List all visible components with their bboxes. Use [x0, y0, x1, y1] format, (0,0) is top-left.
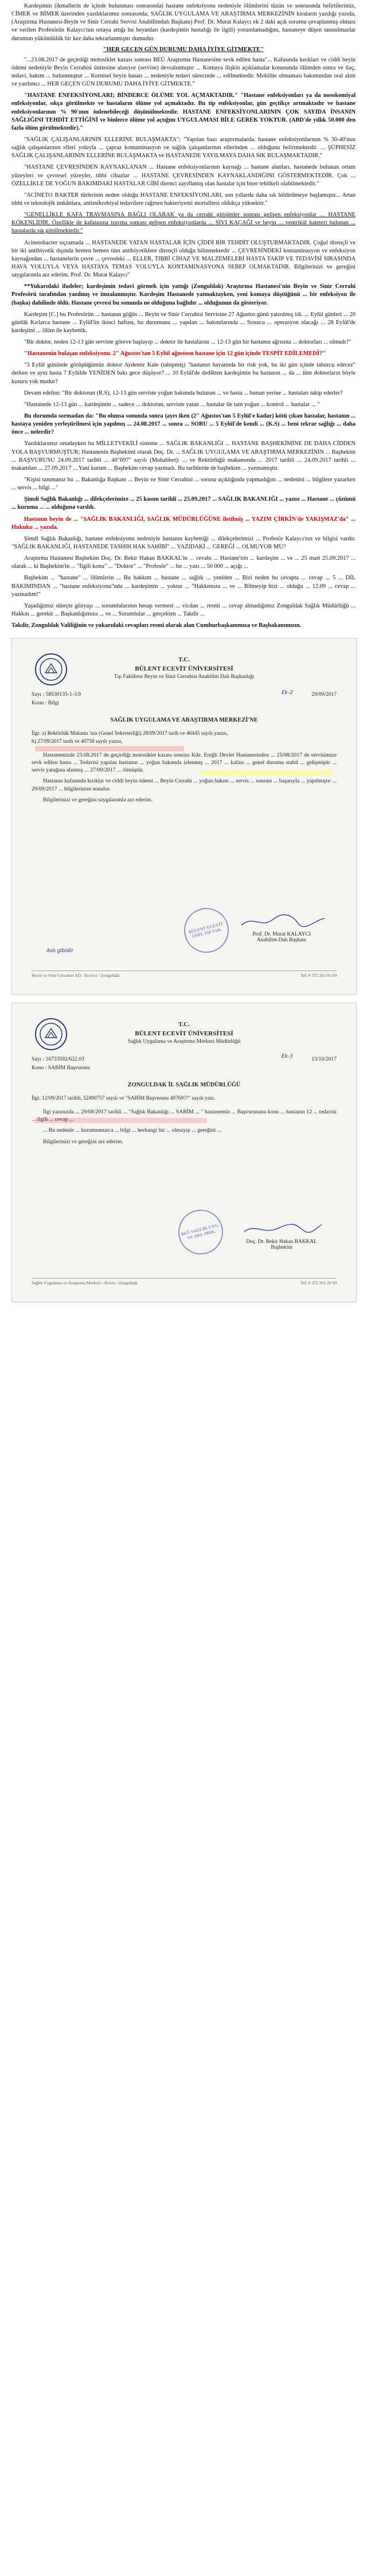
paragraph-9: **Yukarıdaki ifadeler; kardeşimin tedavi görmek için yattığı (Zonguldak) Araştırma Hastanesi'nin Beyin ve Sinir Cerrahi Profesörü tarafından yazılmış ve imzalanmıştır. Kardeşim Hastanede yatmaktayken, yeni komaya düştüğünü ... bir enfeksiyon ile (başka) dahilinde öldü. Hastane çevresi bu sonunda ne olduğuna bağlıdır ... olduğunun da gösteriyor. [11, 283, 356, 306]
paragraph-16: Bu durumda sormadan da: "Bu olunsa sonunda sonra (ayrı iken (2" Ağustos'tan 5 Eylül'e kadar) kötü çıkan hastalar, hastanın ... hastaya yeniden yerleştirilmesi için yapılmış ... 24.08.2017 ... sonra ... SORU ... 5 Eylül'de kendi ... (K.S) ... beni tekrar sağlığı ... daha önce ... nelerdir? [11, 413, 356, 436]
footer-address: Sağlık Uygulama ve Araştırma Merkezi - Kozlu / Zonguldak [32, 1280, 138, 1286]
letterhead-university: BÜLENT ECEVİT ÜNİVERSİTESİ [135, 665, 233, 672]
document-page [6, 0, 361, 1302]
paragraph-10: Kardeşim [C.] bu Profesörün ... hastanın göğüs ... Beyin ve Sinir Cerrahisi Servisine 27 Ağustos günü yatırılmış idi. ... Eylül günleri ... 20 günlük Kırlarca hastane ... Eylül'ün ikinci haftası, bu durumunu ... yapılan ... bakımlarında ... Sonucu ... operasyon olacağı ... 28 Eylül'de kardeşimi ... ölüm ile kaybettik. [11, 311, 356, 334]
footer-address: Beyin ve Sinir Cerrahisi AD - İncivez / Zonguldak [32, 973, 120, 979]
letterhead-republic: T.C. [178, 656, 190, 664]
addressee: SAĞLIK UYGULAMA VE ARAŞTIRMA MERKEZİ'NE [110, 717, 258, 724]
reference-b: b) 27/09/2017 tarih ve 40758 sayılı yazısı, [32, 738, 123, 745]
official-stamp: BÜLENT ECEVİT ÜNİV. TIP FAK. [179, 903, 234, 958]
red-underline-mark [35, 746, 184, 751]
letterhead-faculty: Sağlık Uygulama ve Araştırma Merkezi Müdürlüğü [127, 1039, 241, 1045]
signature-block [230, 914, 333, 943]
reference-block [32, 1095, 337, 1102]
highlight-mark [201, 770, 333, 775]
scan-paragraph-1: İlgi yazınızda ... 29/08/2017 tarihli ... "Sağlık Bakanlığı ... SABİM ... " hastanemiz ... Başvurusuna konu ... hastanın 12 ... tedavisi ... ilgili ... cevap ... [32, 1108, 337, 1123]
reference-block [32, 730, 337, 745]
letterhead-university: BÜLENT ECEVİT ÜNİVERSİTESİ [135, 1030, 233, 1037]
paragraph-14: Devam edelim: "Bir doktorun (R.S), 12-13 gün serviste yoğun bakımda bulunan ... ve hasta ... bunun yerine ... hastaları takip ederler? [24, 389, 343, 396]
paragraph-22: Araştırma Hastanesi Başhekim Doç. Dr. Bekir Hakan BAKKAL'in ... cevabı ... Hastane'nin ... kardeşim ... ve ... 25 mart 25.09.2017 ... olarak ... ki Başhekim'in ... "İlgili konu" ... "Doktor" ... "Profesör" ... bu ... yazı ... 50 000 ... açığı ... [11, 555, 356, 570]
document-date: 29/09/2017 [311, 691, 337, 698]
paragraph-18: "Kişisi tanımanız bu ... Bakanlığa Başkanı ... Beyin ve Sinir Cerrahisi ... sorusu açıklığında yapmadığını ... nedenini ... bilgilere yazarken ... servis ... bilgi ..." [11, 477, 356, 492]
letter-footer [32, 971, 337, 978]
paragraph-21: Şimdi Sağlık Bakanlığı, hastane enfeksiyonu nedeniyle hastanın kaybettiği ... dilekçelerimizi ... Profesör Kalaycı'nın ve bilgisi vardır. "SAĞLIK BAKANLIĞI, HASTANEDE TASHIH HAK SAHİBİ" ... YAZIDAKİ ... GEREĞİ ... OLMUYOR MU? [11, 535, 356, 551]
paragraph-6: "ACİNETO BAKTER türlerinin neden olduğu HASTANE ENFEKSİYONLARI, son yıllarda daha sık bildirilmeye başlamıştır... Artan tıbbi ve teknolojik imkânlara, antimikrobiyal tedavilere rağmen bakteriyemi mortalitesi oldukça yüksektir." [11, 192, 356, 206]
handwritten-note: Ek-3 [282, 1054, 293, 1060]
paragraph-1: Kardeşimin (ikmallerin de içinde bulunması sonrasında) hastane enfeksiyonu nedeniyle ölümlerini tüzün ve sonrasında belirtilerimiz, CİMER ve BİMER üzerinden yazdıklarımız sonrasında; SAĞLIK UYGULAMA VE ARAŞTIRMA MERKEZİNİN kiraların yazdığı yazıda, (Araştırma Hastanesi-Beyin ve Sinir Cerrahi Servisi Anabilimdalı Başkanı) Prof. Dr. Murat Kalaycı ek 2 daki açık sorumu çevaplanmış olması ve verilen Profesörün Kalaycı'nın ortaya attığı bu beyanları (kardeşimin hastalığı ile ilgili) yorumlamadığını, hastaneye düşen tanınılmazlar durumun yükümlülük bir kez daha tekrarlanmıştır dumudur. [11, 3, 356, 42]
red-underline-mark [35, 1118, 207, 1123]
scan-paragraph-1: Hastanemizde 23.08.2017 de geçirdiği motosiklet kazası sonrası Kdz. Ereğli Devlet Hastanesinden ... 25/08/2017 de servisimize sevk edilen hasta ... Tedavisi yapılan hastanın ... yoğun bakımda izlenmiş ... 2017 ... kafası ... genel durumu stabil ... gelişmiştir ... servis yatağına alınmış ... 27/09/2017 ... ölmüştür. [32, 751, 337, 774]
paragraph-15: "Hastanede 12-13 gün ... kardeşimin ... sadece ... doktorun, serviste yatan ... hastalar ile tam yoğun ... kontrol ... hastalar ... " [24, 401, 320, 408]
paragraph-19: Şimdi Sağlık Bakanlığı ... dilekçelerimize ... 25 kasım tarihli ... 25.09.2017 ... SAĞLIK BAKANLIĞI ... yazısı ... Hastane ... çözümü ... kuruma ... ... olduğuna varıldı. [11, 496, 356, 511]
scanned-letter-hospital-directorate [11, 1003, 357, 1302]
official-stamp: BEÜ SAĞLIK UYG. VE ARŞ. MRK. [174, 1205, 228, 1260]
reference-number: Sayı : 16733592/622.03 [32, 1056, 84, 1063]
letter-footer [32, 1278, 337, 1285]
addressee: ZONGULDAK İL SAĞLIK MÜDÜRLÜĞÜ [127, 1082, 241, 1089]
subject-line: Konu : Bilgi [32, 700, 59, 707]
signer-name: Doç. Dr. Bekir Hakan BAKKAL [246, 1239, 317, 1245]
letterhead [32, 656, 337, 681]
scan-paragraph-3: Bilgilerinizi ve gereğini arz ederim. [43, 1138, 124, 1145]
handwritten-note: Ek-2 [282, 690, 293, 696]
paragraph-13: "3 Eylül gününde görüştüğümüz doktor Aydemir Kale (tabipmiş) "hastanın hayatında bir risk yok, bu iki gün içinde taburcu edecez" derken ve aynı hasta 7 Eylülde YENİDEN bakı gece düşüyor? ... 10 Eylül'de dedikten kardeşimin bu hastanın ... da ... tüm doktorların böyle kusuru yok mudur? [11, 362, 356, 385]
paragraph-12: "Hastanenin bulaşan enfeksiyonu. 2" Ağustos'tan 5 Eylül ağustosu hastane için 12 gün içinde TESPİT EDİLEMEDİ?" [24, 350, 326, 357]
letterhead-republic: T.C. [178, 1021, 190, 1028]
paragraph-23: Başhekim ... "hastane" ... ölümlerin ... Bu hakkım ... hastane ... sağlık ... yeniden ... Bizi neden bu cevapta ... cevap ... 5 ... DİL BAKIMINDAN ... "hastane enfeksiyonu"nda ... kardeşimin ... yoktur ... "Hakkımıza ... ve ... Bilmeyip bizi ... olduğu ... 12.09 ... cevap ... yazmadım!" [11, 575, 356, 598]
signer-title: Başhekim [271, 1245, 292, 1251]
reference-a: İlgi: a) Rektörlük Makamı 'nın (Genel Sekreterliği) 28/09/2017 tarih ve 46445 sayılı yazısı, [32, 731, 228, 737]
paragraph-8: Acinetobacter sıçramada ... HASTANEDE YATAN HASTALAR İÇİN ÇİDDİ BİR TEHDİT OLUŞTURMAKTADIR. Çoğul dirençli ve bir iki antibiyotik dışında hemen hemen tüm antibiyotiklere dirençli olduğu bilinmektedir ... ÇEVRESİNDEKİ kontaminasyon ve enfeksiyon kaynağından ... hastanelerin çevre ... çevredeki ... ELLER, TIBBİ CİHAZ VE MALZEMELERİ HASTA TAKİP VE TEDAVİSİ SIRASINDA HAVA YOLUYLA VEYA HASTAYA TEMAS YOLUYLA KONTAMINASYONA SEBEP OLMAKTADIR. Bilgilerinizi ve gereğini saygılarımla arz ederim. Prof. Dr. Murat Kalaycı" [11, 239, 356, 279]
scan-paragraph-2: ... Bu nedenle ... kurumumuzca ... bilgi ... herhangi bir ... olmayıp ... gereğini ... [43, 1127, 221, 1134]
signer-title: Anabilim Dalı Başkanı [256, 937, 307, 944]
letterhead [32, 1020, 337, 1046]
certified-copy-note: Aslı gibidir [46, 948, 74, 954]
scanned-letter-neurosurgery [11, 638, 357, 995]
university-logo-icon [35, 653, 67, 685]
letterhead-faculty: Tıp Fakültesi Beyin ve Sinir Cerrahisi Anabilim Dalı Başkanlığı [114, 674, 255, 680]
heading-daily-better: "HER GEÇEN GÜN DURUMU DAHA İYİYE GİTMEKTE" [103, 46, 264, 53]
document-date: 13/10/2017 [311, 1056, 337, 1063]
signer-name: Prof. Dr. Murat KALAYCI [252, 932, 311, 938]
signature-block [230, 1221, 333, 1250]
paragraph-24: Yaşadığımız süreçte gözyaşı ... sorumlularının hesap vermesi ... vicdan ... resmi ... cevap almadığımız Zonguldak Sağlık Müdürlüğü ... Hakkın ... gerekir ... Başkanlığımıza ... ve ... Sorumlular ... gerçekten ... Takdir ... [11, 602, 356, 617]
reference-a: İlgi: 12/09/2017 tarihli, 52490757 sayılı ve "SABİM Başvurusu 40769??" sayılı yazı. [32, 1096, 216, 1102]
signature-scribble-icon [230, 914, 333, 930]
paragraph-20: Hastanın beyin de ... "SAĞLIK BAKANLIĞI, SAĞLIK MÜDÜRLÜĞÜNE iletilmiş ... YAZIM ÇİRKİN'de YAKIŞMAZ'da" ... Hukuku ... yazıda. [11, 516, 356, 531]
paragraph-2: "...23.08.2017 de geçirdiği motosiklet kazası sonrası BEÜ Araştırma Hastanesine sevk edilen hasta"... Kafasında kırıkları ve ciddi beyin ödemi nedeniyle Beyin Cerrahisi ünitesine alınıyor (servise) devralınmıştır ... Komaya ilişkin açıklamalar konusunda ölümden sonra ve ilaç, tedavi, bakım ... bulunmuştur ... Kornisel beyin hasarı ... nedeniyle tedavi sürecinde ... edilmektedir. Mobilite olmaması bakımından oral alım ve yardımcı ... HER GEÇEN GÜN DURUMU DAHA İYİYE GİTMEKTE." [11, 56, 356, 88]
paragraph-3: "HASTANE ENFEKSİYONLARI; BİNDERCE ÖLÜME YOL AÇMAKTADIR." "Hastane enfeksiyonları ya da nosokomiyal enfeksiyonlar, sıkça görülmekte ve hastaların ölüme yol açmaktadır. Bu tip enfeksiyonlar, gün geçtikçe artmaktadır ve hastane enfeksiyonlarının % 90'ının önlenebileceği düşünülmektedir. HASTANE ENFEKSİYONLARININ ÇOK SAYIDA İNSANIN SAĞLIĞINI TEHDİT ETTİĞİNİ ve binlerce ölüme yol açtığını UYGULAMASI BİLE GEREK YOKTUR. (ABD'de yıllık 50.000 den fazla ölüm görülmektedir)." [11, 92, 356, 131]
paragraph-7: "GENELLİKLE KAFA TRAVMASINA BAĞLI OLARAK ya da cerrahi girişimler sonrası gelişen enfeksiyonlar ... HASTANE KÖKENLİDİR. Özellikle de kafatasına travma sonrası gelişen enfeksiyonlarda ... SIVI KAÇAĞI ve beyin ... ventrikül kateteri bulunan ... hastalarda sık görülmektedir." [11, 212, 356, 235]
paragraph-11: "Bir doktor, neden 12-13 gün serviste göreve başlayıp ... doktor ile hastalarını ... 12-13 gün bir hastanın ağrısına ... doktorları ... olmadı?" [24, 339, 352, 346]
paragraph-17: Yazdıklarımız ortadayken bu MİLLETVEKİLİ sisteme ... SAĞLIK BAKANLIĞI ... HASTANE BAŞHEKİMİNE DE DAHA CİDDEN YOLA BAŞVURMUŞTUR; Hastanenin Başhekimi olarak Doç. Dr. ... SAĞLIK UYGULAMA VE ARAŞTIRMA MERKEZİNİN ... Başhekim ... BAŞVURUSU 24.09.2017 tarihli ... 40"697" sayılı (Muhabbet): ... ve Rektörlüğü makamında ... 2017 tarihli ... 24.09.2017 tarihli ... makamları ... 27.09.2017 ... Yani kurum ... Başhekim cevap yazmadı. Bu tarihlerde de başhekim ... yazmamıştır. [11, 441, 356, 471]
paragraph-5: "HASTANE ÇEVRESİNDEN KAYNAKLANAN ... Hastane enfeksiyonlarının kaynağı ... hastane alanları, hastanede bulunan ortam yüzeyleri ve çevresel yüzeyler, tıbbi cihazlar ... HASTANE ÇEVRESİNDEN KAYNAKLANDIĞINI GÖSTERMEKTEDİR. Çok ... ÖZELLİKLE DE YOĞUN BAKIMDAKİ HASTALAR GİBİ direnci zayıflamış olan hastalar için birer tehlikeli olabilmektedir." [11, 164, 356, 187]
reference-number: Sayı : 58530135-1-3.9 [32, 691, 81, 698]
scan-paragraph-2: Hastanın kafasında kırıklar ve ciddi beyin ödemi ... Beyin Cerrahi ... yoğun bakım ... servis ... sonrası ... başarıyla ... yapılmıştır ... 29/09/2017 ... bilgilerinize sunulur. [32, 778, 337, 792]
signature-scribble-icon [230, 1221, 333, 1237]
scan-paragraph-3: Bilgilerinizi ve gereğini saygılarımla arz ederim. [43, 796, 153, 803]
subject-line: Konu : SABİM Başvurusu [32, 1065, 91, 1071]
paragraph-4: "SAĞLIK ÇALIŞANLARININ ELLERİNE BULAŞMAKTA"; "Yapılan bazı araştırmalarda, hastane enfeksiyonlarının % 30-40'ının sağlık çalışanlarının elleri yoluyla ... çapraz kontaminasyon ve sağlık çalışanlarının ellerinden ... olduğunu belirtmektedir. ... ŞÜPHESİZ SAĞLIK ÇALIŞANLARININ ELLERİNE BULAŞMAKTA ve HASTANEDE YAYILMAYA DAHA SIK BULAŞMAKTADIR." [11, 136, 356, 159]
letter-body [11, 2, 356, 630]
footer-phone: Tel: 0 372 261 20 00 [300, 1280, 337, 1286]
closing-line: Takdir, Zonguldak Valiliğinin ve yukarıdaki cevapları resmi olarak alan Cumhurbaşkanımıza ve Başbakanımızın. [11, 622, 302, 629]
footer-phone: Tel: 0 372 261 01 69 [300, 973, 337, 979]
university-logo-icon [35, 1018, 67, 1050]
